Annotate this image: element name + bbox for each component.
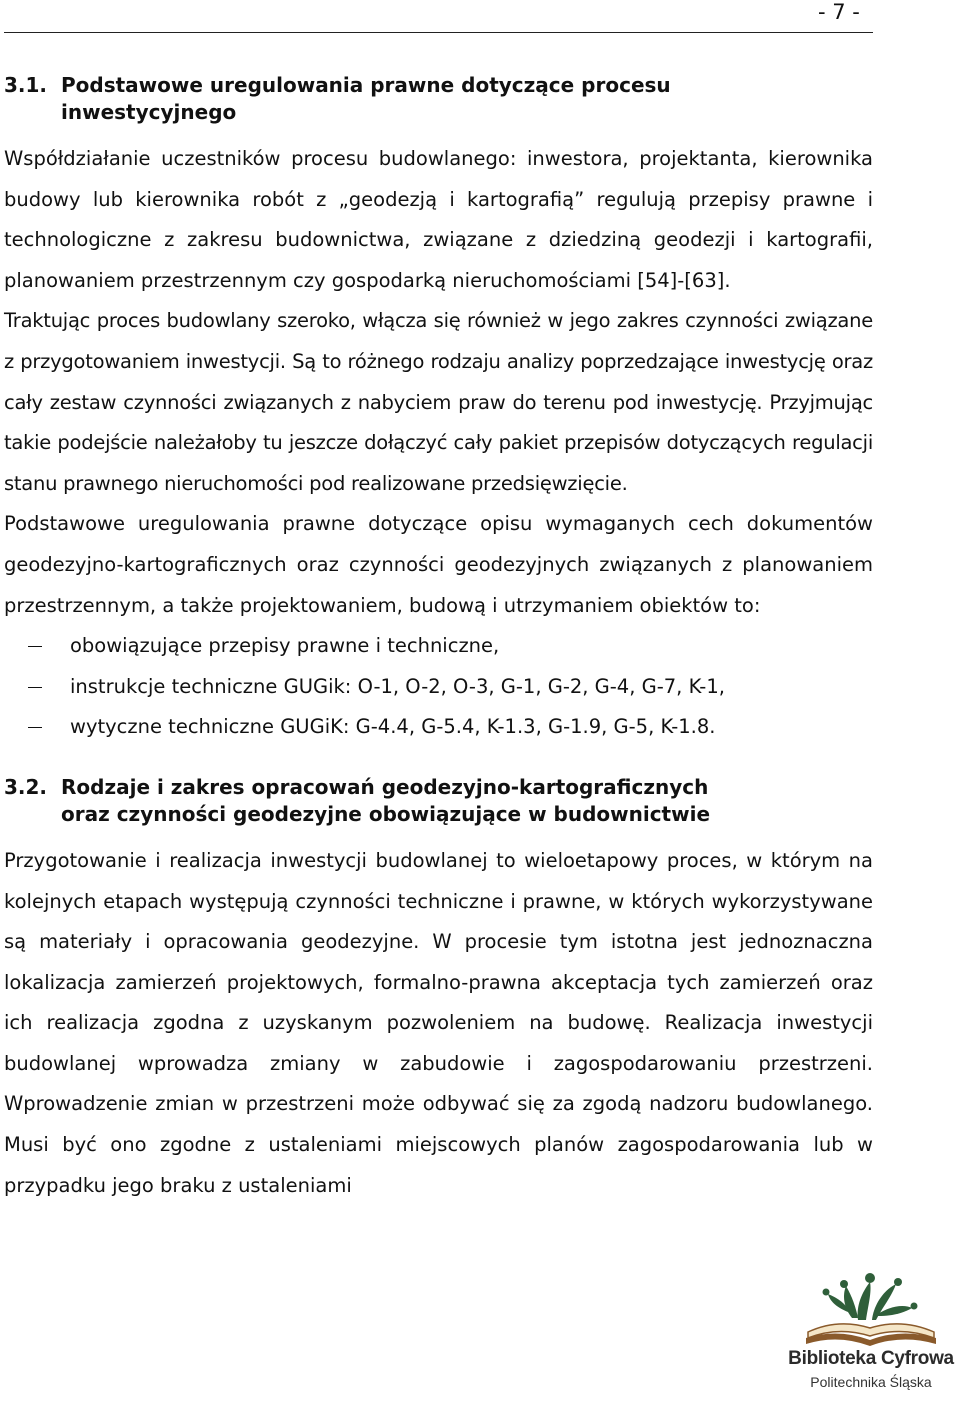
section-number: 3.2. (4, 774, 48, 799)
paragraph: Współdziałanie uczestników procesu budowlanego: inwestora, projektanta, kierownika budowy lub kierownika robót z „geodezją i kartografią” regulują przepisy prawne i technologiczne z zakresu budownictwa, związane z dziedziną geodezji i kartografii, planowaniem przestrzennym czy gospodarką nieruchomościami [54]-[63]. (4, 147, 873, 292)
header-rule (4, 32, 873, 33)
section-number: 3.1. (4, 73, 48, 97)
paragraph: Przygotowanie i realizacja inwestycji budowlanej to wieloetapowy proces, w którym na kolejnych etapach występują czynności techniczne i prawne, w których wykorzystywane są materiały i opracowania geodezyjne. W procesie tym istotna jest jednoznaczna lokalizacja zamierzeń projektowych, formalno-prawna akceptacja tych zamierzeń oraz ich realizacja zgodna z uzyskanym pozwoleniem na budowę. Realizacja inwestycji budowlanej wprowadza zmiany w zabudowie i zagospodarowaniu przestrzeni. Wprowadzenie zmian w przestrzeni może odbywać się za zgodą nadzoru budowlanego. Musi być ono zgodne z ustaleniami miejscowych planów zagospodarowania lub w przypadku jego braku z ustaleniami (4, 848, 873, 1197)
document-body (4, 72, 873, 1206)
list-item (4, 707, 873, 748)
paragraph: Traktując proces budowlany szeroko, włącza się również w jego zakres czynności związane z przygotowaniem inwestycji. Są to różnego rodzaju analizy poprzedzające inwestycję oraz cały zestaw czynności związanych z nabyciem praw do terenu pod inwestycję. Przyjmując takie podejście należałoby tu jeszcze dołączyć cały pakiet przepisów dotyczących regulacji stanu prawnego nieruchomości pod realizowane przedsięwzięcie. (4, 309, 873, 495)
section-title-line-2: inwestycyjnego (61, 100, 237, 124)
section-heading-3-1 (4, 72, 873, 126)
tree-book-icon (786, 1262, 956, 1352)
paragraph: Podstawowe uregulowania prawne dotyczące opisu wymaganych cech dokumentów geodezyjno-kartograficznych oraz czynności geodezyjnych związanych z planowaniem przestrzennym, a także projektowaniem, budową i utrzymaniem obiektów to: (4, 512, 873, 617)
list-item (4, 626, 873, 667)
dash-bullet-icon (28, 646, 42, 647)
list-item-text: obowiązujące przepisy prawne i techniczne, (70, 634, 500, 658)
section-title-line-2: oraz czynności geodezyjne obowiązujące w budownictwie (61, 801, 711, 826)
dash-bullet-icon (28, 727, 42, 728)
page-number: - 7 - (818, 0, 860, 24)
watermark-subtitle: Politechnika Śląska (810, 1374, 932, 1390)
list-item-text: instrukcje techniczne GUGik: O-1, O-2, O-3, G-1, G-2, G-4, G-7, K-1, (70, 674, 725, 698)
list-item-text: wytyczne techniczne GUGiK: G-4.4, G-5.4, K-1.3, G-1.9, G-5, K-1.8. (70, 715, 716, 739)
list-item (4, 667, 873, 708)
section-title-line-1: Rodzaje i zakres opracowań geodezyjno-kartograficznych (61, 774, 709, 799)
section-heading-3-2 (4, 774, 873, 828)
dash-bullet-icon (28, 687, 42, 688)
watermark-title: Biblioteka Cyfrowa (788, 1348, 954, 1369)
library-watermark-logo (786, 1262, 956, 1402)
section-title-line-1: Podstawowe uregulowania prawne dotyczące procesu (61, 73, 671, 97)
standards-list (4, 626, 873, 748)
